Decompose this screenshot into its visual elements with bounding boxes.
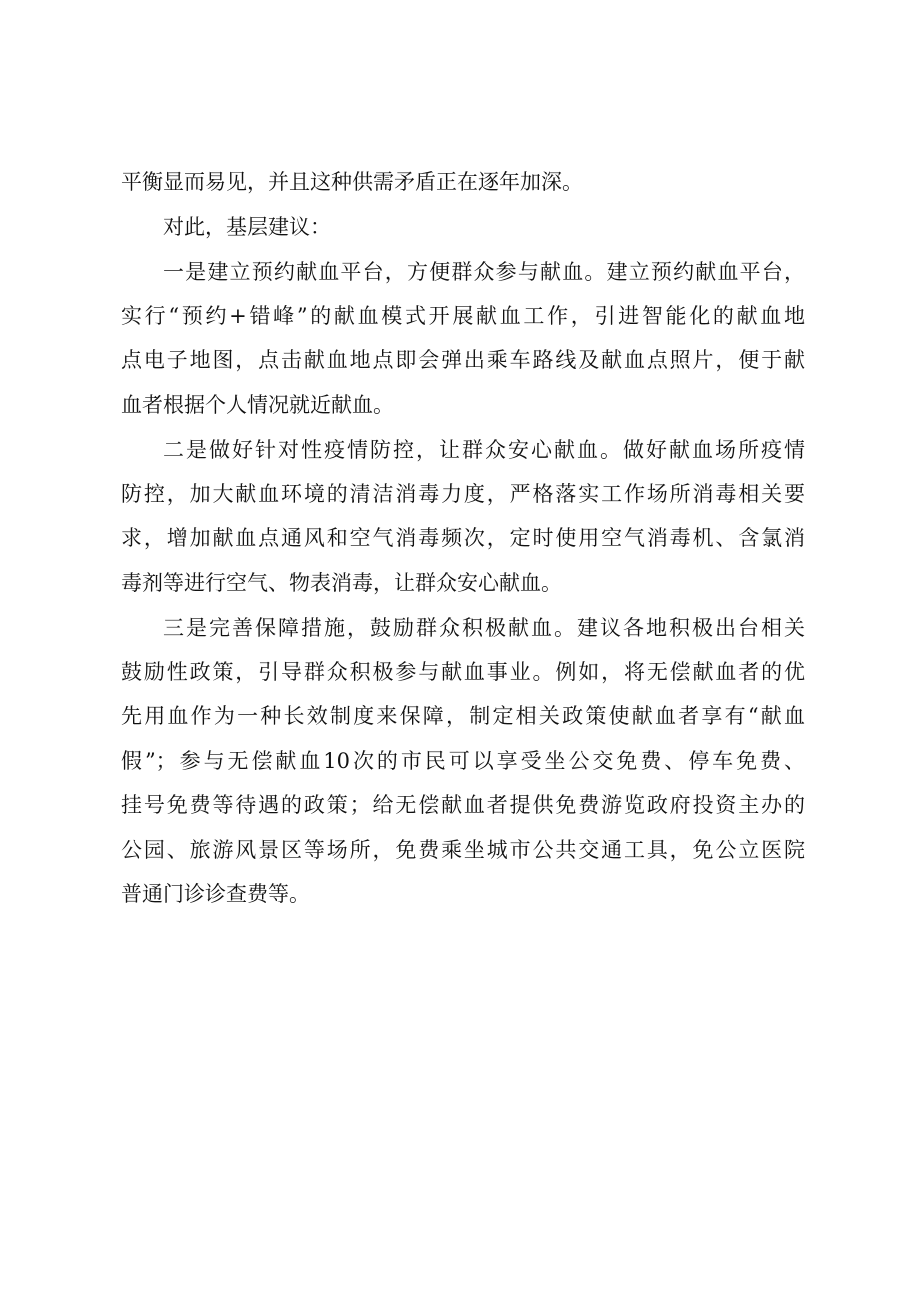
paragraph-three-line: 先用血作为一种长效制度来保障，制定相关政策使献血者享有“献血 xyxy=(121,704,805,728)
paragraph-three-line: 挂号免费等待遇的政策；给无偿献血者提供免费游览政府投资主办的 xyxy=(121,793,805,817)
paragraph-two-line: 二是做好针对性疫情防控，让群众安心献血。做好献血场所疫情 xyxy=(163,438,805,462)
body-text-line: 平衡显而易见，并且这种供需矛盾正在逐年加深。 xyxy=(121,170,583,194)
paragraph-one-line: 一是建立预约献血平台，方便群众参与献血。建立预约献血平台， xyxy=(163,260,805,284)
paragraph-three-line: 假”；参与无偿献血10次的市民可以享受坐公交免费、停车免费、 xyxy=(121,749,805,773)
paragraph-three-line: 普通门诊诊查费等。 xyxy=(121,882,310,906)
paragraph-three-line: 鼓励性政策，引导群众积极参与献血事业。例如，将无偿献血者的优 xyxy=(121,660,805,684)
paragraph-one-line: 点电子地图，点击献血地点即会弹出乘车路线及献血点照片，便于献 xyxy=(121,348,805,372)
paragraph-two-line: 求，增加献血点通风和空气消毒频次，定时使用空气消毒机、含氯消 xyxy=(121,526,805,550)
paragraph-one-line: 实行“预约+错峰”的献血模式开展献血工作，引进智能化的献血地 xyxy=(121,304,805,328)
body-text-line: 对此，基层建议： xyxy=(163,215,331,239)
paragraph-three-line: 公园、旅游风景区等场所，免费乘坐城市公共交通工具，免公立医院 xyxy=(121,838,805,862)
paragraph-three-line: 三是完善保障措施，鼓励群众积极献血。建议各地积极出台相关 xyxy=(163,616,805,640)
paragraph-two-line: 防控，加大献血环境的清洁消毒力度，严格落实工作场所消毒相关要 xyxy=(121,482,805,506)
paragraph-two-line: 毒剂等进行空气、物表消毒，让群众安心献血。 xyxy=(121,571,562,595)
paragraph-one-line: 血者根据个人情况就近献血。 xyxy=(121,393,394,417)
